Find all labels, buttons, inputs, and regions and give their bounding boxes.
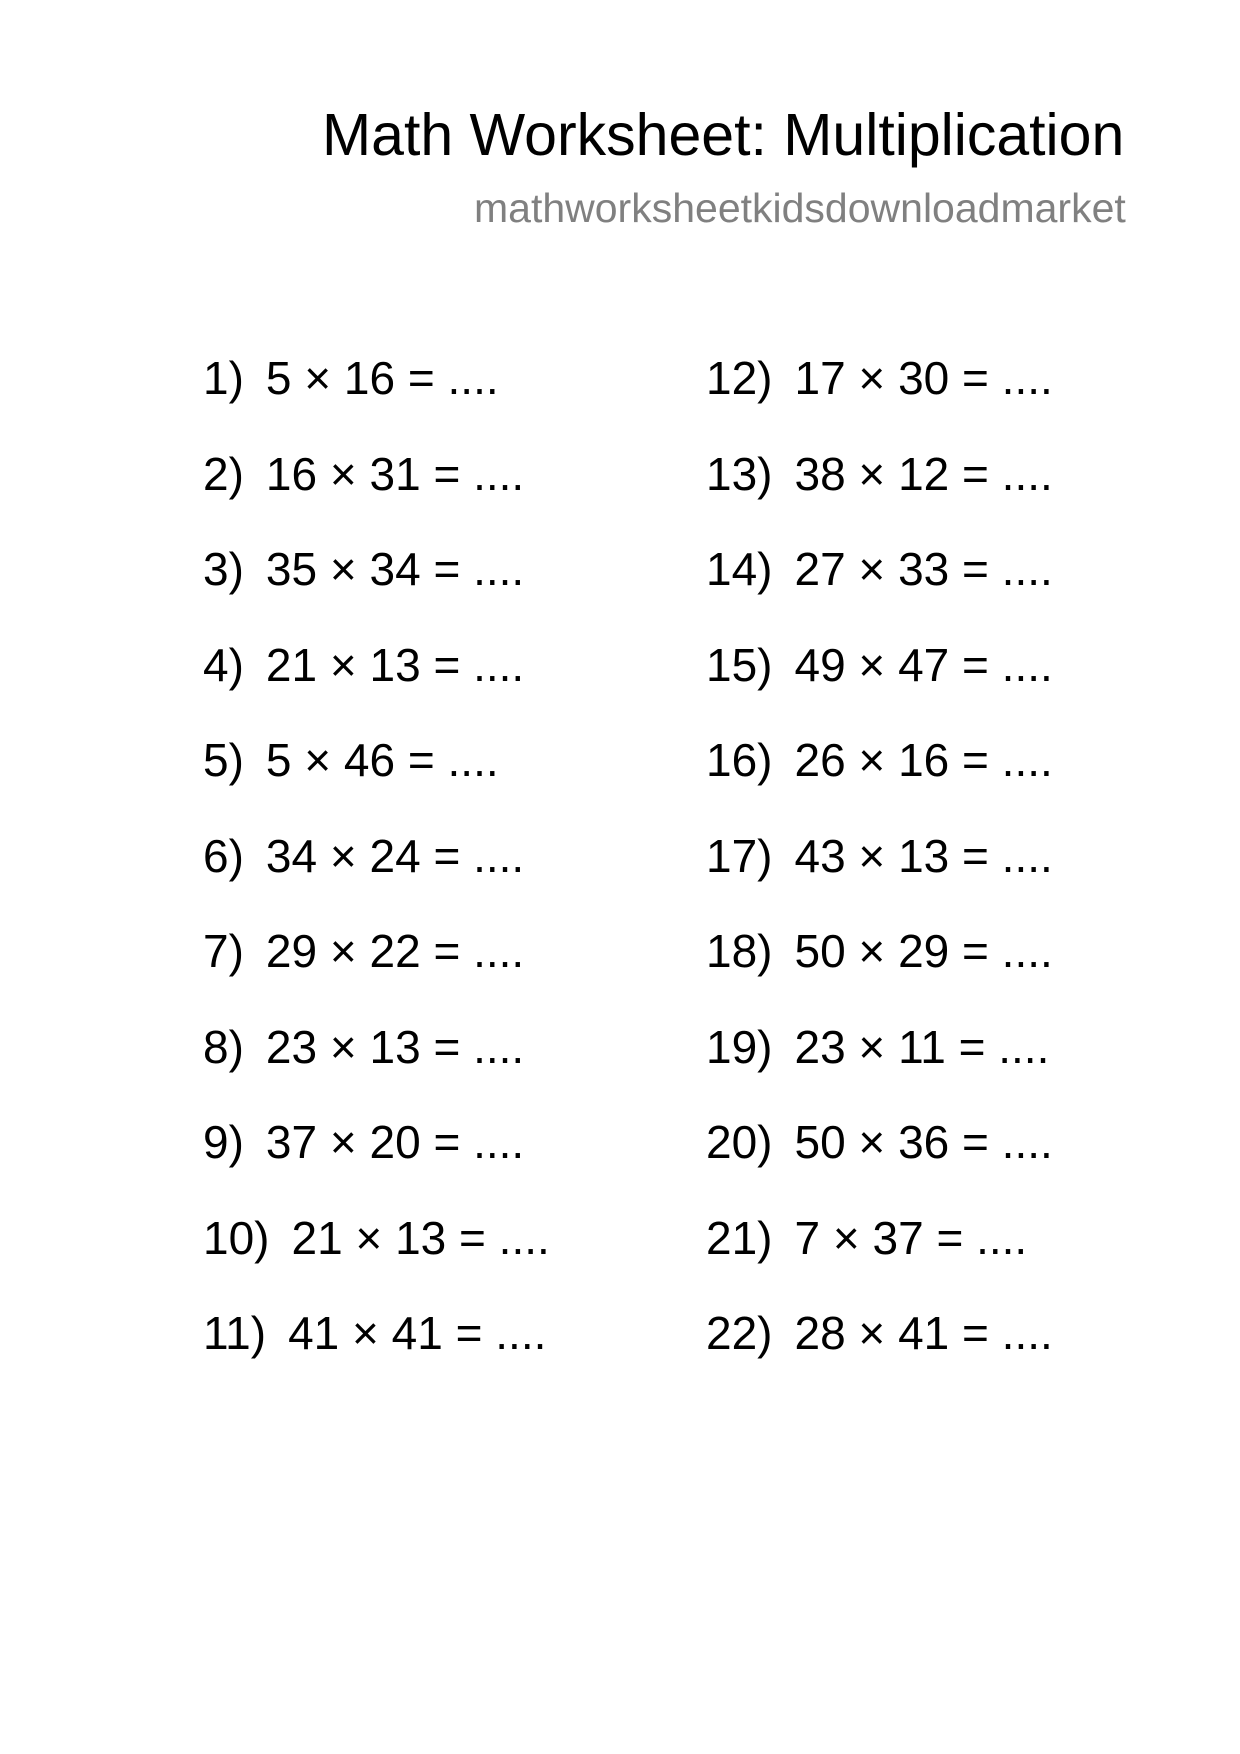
problem-item	[203, 541, 524, 597]
problem-number: 4)	[203, 638, 244, 691]
problem-number: 19)	[706, 1020, 773, 1073]
problem-expression: 21 × 13 = ....	[291, 1211, 550, 1264]
problem-expression: 7 × 37 = ....	[794, 1211, 1028, 1264]
problem-number: 12)	[706, 352, 773, 404]
problem-item	[203, 350, 499, 406]
problem-expression: 26 × 16 = ....	[794, 734, 1053, 786]
problem-item	[706, 1305, 1053, 1361]
problem-item	[706, 732, 1053, 788]
problem-item	[203, 732, 499, 788]
problem-item	[203, 1210, 550, 1266]
problem-number: 8)	[203, 1020, 244, 1073]
problem-expression: 23 × 11 = ....	[794, 1020, 1050, 1073]
problem-expression: 38 × 12 = ....	[794, 447, 1053, 500]
problem-number: 15)	[706, 638, 773, 691]
problem-expression: 41 × 41 = ....	[288, 1307, 547, 1359]
problem-number: 20)	[706, 1116, 773, 1168]
problem-item	[706, 923, 1053, 979]
problem-expression: 50 × 29 = ....	[794, 925, 1053, 977]
problem-number: 16)	[706, 734, 773, 786]
problem-expression: 16 × 31 = ....	[265, 447, 525, 500]
problem-item	[203, 923, 524, 979]
problem-number: 18)	[706, 925, 773, 977]
problem-item	[203, 1019, 524, 1075]
problem-number: 7)	[203, 925, 244, 977]
problem-expression: 5 × 46 = ....	[265, 734, 499, 786]
problem-item	[203, 1114, 524, 1170]
problem-expression: 21 × 13 = ....	[265, 638, 525, 691]
worksheet-subtitle: mathworksheetkidsdownloadmarket	[474, 185, 1126, 231]
problem-number: 6)	[203, 829, 244, 882]
problem-item	[203, 1305, 546, 1361]
problem-number: 3)	[203, 543, 244, 595]
problem-item	[706, 637, 1053, 693]
problem-item	[706, 1114, 1053, 1170]
problem-expression: 37 × 20 = ....	[265, 1116, 525, 1168]
problem-number: 2)	[203, 447, 244, 500]
problem-expression: 23 × 13 = ....	[265, 1020, 525, 1073]
problem-item	[706, 541, 1053, 597]
worksheet-title: Math Worksheet: Multiplication	[322, 102, 1125, 168]
problem-item	[203, 446, 524, 502]
problem-expression: 29 × 22 = ....	[265, 925, 525, 977]
problem-number: 13)	[706, 447, 773, 500]
problem-number: 9)	[203, 1116, 244, 1168]
problem-number: 1)	[203, 352, 244, 404]
problem-item	[706, 828, 1053, 884]
problem-expression: 5 × 16 = ....	[265, 352, 499, 404]
problem-number: 14)	[706, 543, 773, 595]
problem-number: 17)	[706, 829, 773, 882]
problem-item	[203, 637, 524, 693]
problem-expression: 17 × 30 = ....	[794, 352, 1053, 404]
problem-item	[706, 1210, 1027, 1266]
problem-expression: 43 × 13 = ....	[794, 829, 1053, 882]
problem-expression: 27 × 33 = ....	[794, 543, 1053, 595]
problem-item	[706, 350, 1053, 406]
problem-expression: 35 × 34 = ....	[265, 543, 525, 595]
problem-number: 5)	[203, 734, 244, 786]
problem-expression: 34 × 24 = ....	[265, 829, 525, 882]
problem-expression: 28 × 41 = ....	[794, 1307, 1053, 1359]
problem-expression: 50 × 36 = ....	[794, 1116, 1053, 1168]
problem-number: 11)	[203, 1307, 267, 1359]
problem-expression: 49 × 47 = ....	[794, 638, 1053, 691]
problem-item	[706, 1019, 1049, 1075]
problem-number: 21)	[706, 1211, 773, 1264]
problem-item	[203, 828, 524, 884]
problem-item	[706, 446, 1053, 502]
problem-number: 10)	[203, 1211, 270, 1264]
problem-number: 22)	[706, 1307, 773, 1359]
